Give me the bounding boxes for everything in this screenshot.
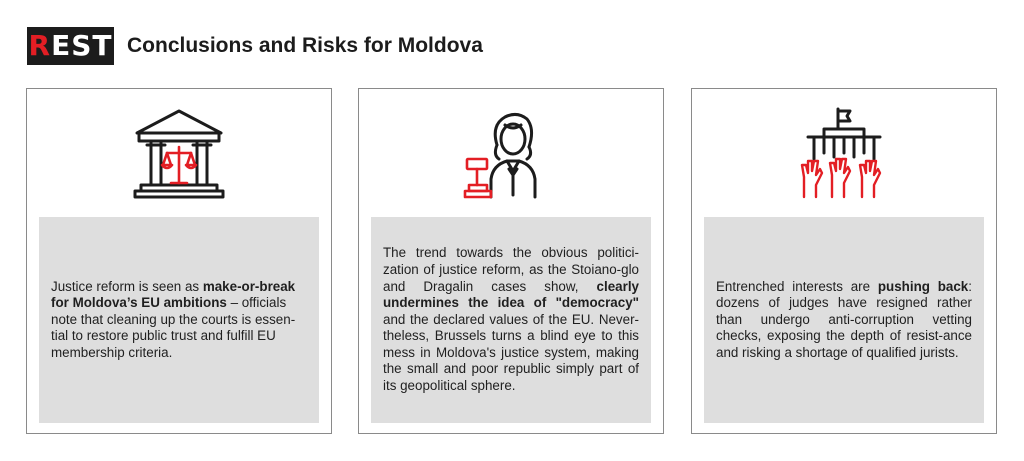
card-text: The trend towards the obvious politici-zation of justice reform, as the Stoiano-glo and Dragalin cases show, clearly undermines the idea of "democracy" and the declared values of the EU. Never-theless, Brussels turns a blind eye to this mess in Moldova's justice system, making the small and poor republic simply part of its geopolitical sphere. xyxy=(383,245,639,394)
logo-text: REST xyxy=(28,29,113,62)
card-justice-reform xyxy=(26,88,332,434)
card-entrenched-interests xyxy=(691,88,997,434)
card-text-panel xyxy=(39,217,319,423)
card-text-panel xyxy=(371,217,651,423)
card-text: Justice reform is seen as make-or-break for Moldova’s EU ambitions – officials note that cleaning up the courts is essen-tial to restore public trust and fulfill EU membership criteria. xyxy=(51,278,296,360)
courthouse-scales-icon xyxy=(129,103,229,203)
rest-logo xyxy=(27,27,114,65)
card-text: Entrenched interests are pushing back: dozens of judges have resigned rather than undergo anti-corruption vetting checks, exposing the depth of resist-ance and risking a shortage of qualified jurists. xyxy=(716,278,972,360)
card-text-panel xyxy=(704,217,984,423)
card-politicization xyxy=(358,88,664,434)
page-title: Conclusions and Risks for Moldova xyxy=(127,34,483,57)
protest-hands-icon xyxy=(794,103,894,203)
judge-gavel-icon xyxy=(461,103,561,203)
